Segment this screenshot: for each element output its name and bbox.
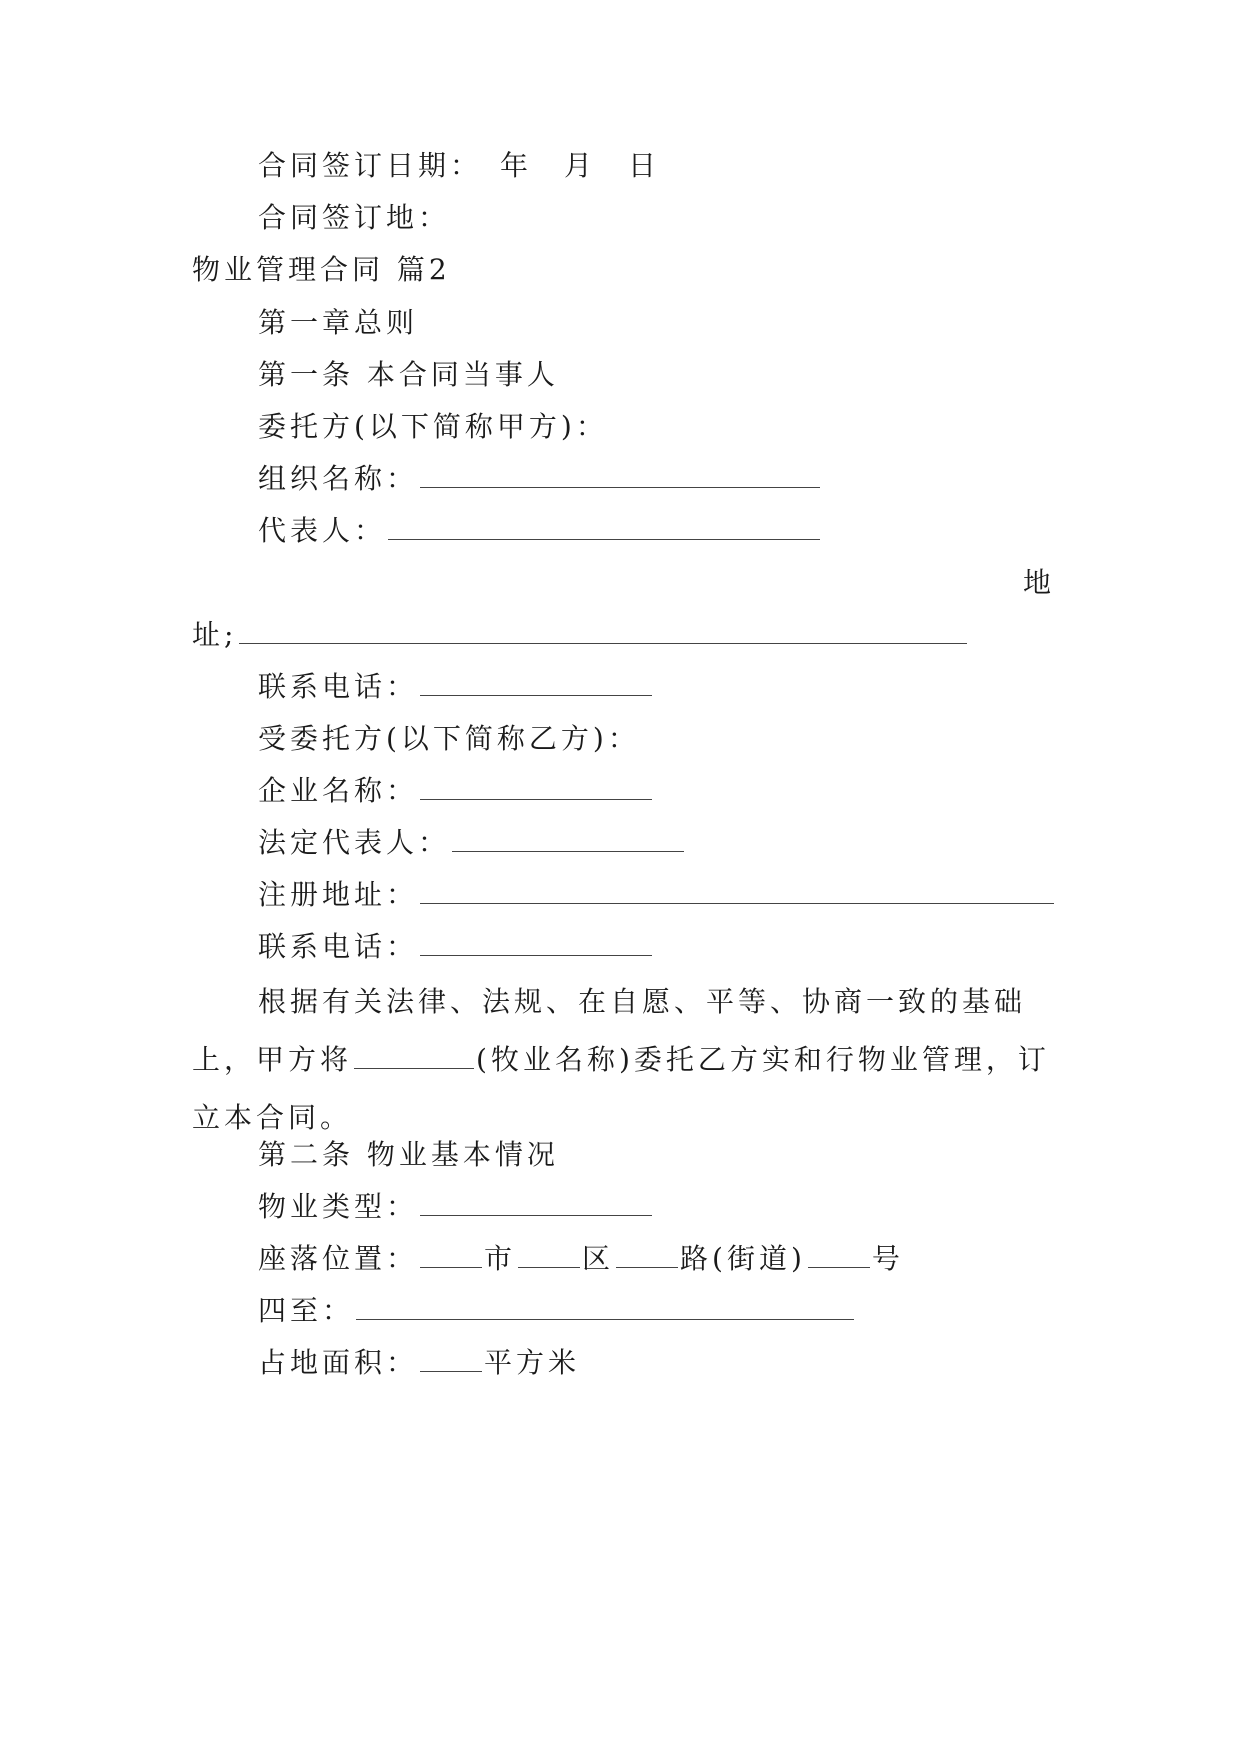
location-field [258, 1241, 904, 1277]
representative-label: 代表人： [258, 514, 387, 547]
address-a-label: 址; [192, 618, 238, 651]
area-field [258, 1345, 580, 1381]
road-blank [616, 1243, 678, 1268]
property-name-blank [354, 1044, 474, 1069]
phone-a-field [258, 669, 654, 705]
party-a-heading [258, 409, 608, 445]
contract-heading [192, 252, 451, 288]
city-blank [420, 1243, 482, 1268]
party-b-heading [258, 721, 640, 757]
reg-address-label: 注册地址： [258, 878, 419, 911]
address-a-blank [239, 619, 967, 644]
article-1-title-text: 第一条 本合同当事人 [258, 358, 559, 391]
property-type-label: 物业类型： [258, 1190, 419, 1223]
purpose-text-2: (牧业名称)委托乙方实和行物业管理，订立本合同。 [192, 1043, 1050, 1134]
area-blank [420, 1347, 482, 1372]
company-name-blank [420, 775, 652, 800]
article-1-title [258, 357, 559, 393]
phone-a-blank [420, 671, 652, 696]
legal-rep-label: 法定代表人： [258, 826, 451, 859]
number-unit: 号 [871, 1242, 904, 1275]
sign-date-text: 合同签订日期： 年 月 日 [258, 149, 661, 182]
chapter-title-text: 第一章总则 [258, 306, 419, 339]
phone-b-label: 联系电话： [258, 930, 419, 963]
phone-b-field [258, 929, 654, 965]
company-name-field [258, 773, 654, 809]
reg-address-field [258, 877, 1056, 913]
org-name-field [258, 461, 822, 497]
address-a-top-text: 地 [1022, 566, 1055, 599]
sign-place-text: 合同签订地： [258, 201, 451, 234]
article-2-title [258, 1137, 559, 1173]
address-a-field [192, 617, 969, 653]
representative-field [258, 513, 822, 549]
district-unit: 区 [582, 1242, 615, 1275]
purpose-text-1: 根据有关法律、法规、在自愿、平等、协商一致的基础上，甲方将 [192, 985, 1027, 1076]
boundary-field [258, 1293, 856, 1329]
org-name-blank [420, 463, 820, 488]
legal-rep-field [258, 825, 686, 861]
party-b-heading-text: 受委托方(以下简称乙方)： [258, 722, 640, 755]
contract-heading-text: 物业管理合同 篇2 [192, 253, 451, 286]
contract-purpose-paragraph [192, 973, 1062, 1147]
district-blank [518, 1243, 580, 1268]
company-name-label: 企业名称： [258, 774, 419, 807]
address-a-top [1023, 565, 1055, 601]
representative-blank [388, 515, 820, 540]
phone-a-label: 联系电话： [258, 670, 419, 703]
area-label: 占地面积： [258, 1346, 419, 1379]
phone-b-blank [420, 931, 652, 956]
location-label: 座落位置： [258, 1242, 419, 1275]
number-blank [808, 1243, 870, 1268]
chapter-title [258, 305, 418, 341]
property-type-blank [420, 1191, 652, 1216]
sign-place-line [258, 200, 450, 236]
org-name-label: 组织名称： [258, 462, 419, 495]
city-unit: 市 [484, 1242, 517, 1275]
sign-date-line [258, 148, 660, 184]
reg-address-blank [420, 879, 1054, 904]
property-type-field [258, 1189, 654, 1225]
area-unit: 平方米 [484, 1346, 581, 1379]
boundary-blank [356, 1295, 854, 1320]
article-2-title-text: 第二条 物业基本情况 [258, 1138, 559, 1171]
legal-rep-blank [452, 827, 684, 852]
party-a-heading-text: 委托方(以下简称甲方)： [258, 410, 608, 443]
road-unit: 路(街道) [680, 1242, 806, 1275]
boundary-label: 四至： [258, 1294, 355, 1327]
